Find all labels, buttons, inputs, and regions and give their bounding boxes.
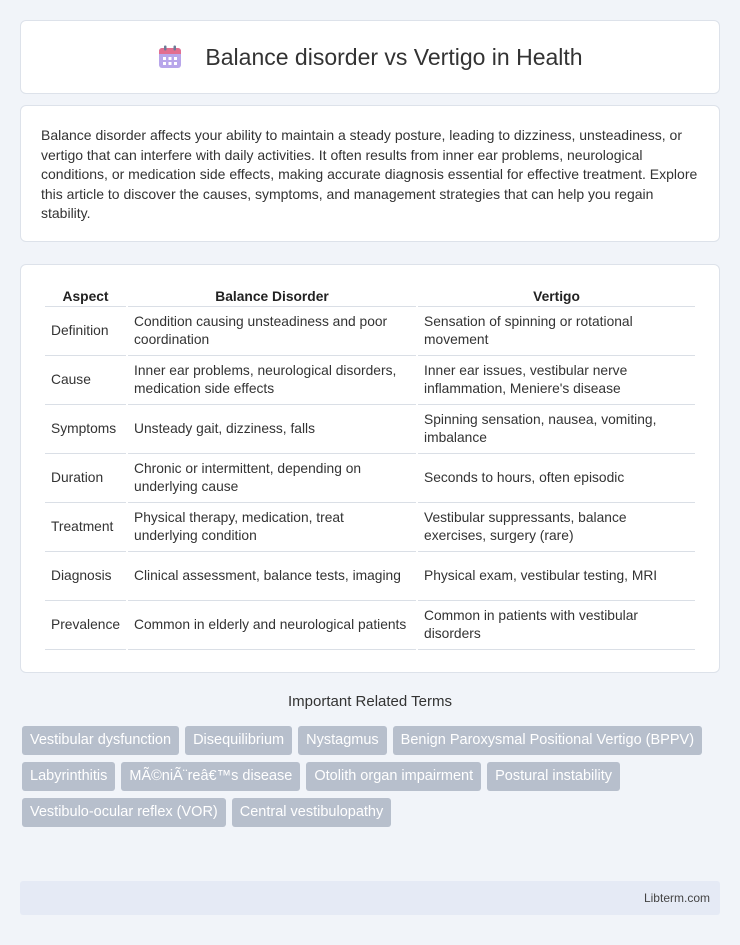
term-tag[interactable]: Disequilibrium [185, 726, 292, 755]
intro-card [20, 105, 720, 242]
term-tag[interactable]: Vestibular dysfunction [22, 726, 179, 755]
row-balance-disorder: Condition causing unsteadiness and poor coordination [128, 307, 416, 356]
header-aspect: Aspect [45, 285, 126, 307]
term-tag[interactable]: Benign Paroxysmal Positional Vertigo (BPPV) [393, 726, 702, 755]
row-vertigo: Common in patients with vestibular disorders [418, 601, 695, 650]
row-aspect: Prevalence [45, 601, 126, 650]
row-vertigo: Sensation of spinning or rotational movement [418, 307, 695, 356]
term-tag[interactable]: Labyrinthitis [22, 762, 115, 791]
comparison-table [43, 285, 697, 650]
row-aspect: Diagnosis [45, 552, 126, 601]
term-tag[interactable]: MÃ©niÃ¨reâ€™s disease [121, 762, 300, 791]
related-terms-title: Important Related Terms [288, 693, 452, 710]
related-terms-list [22, 726, 722, 834]
term-tag[interactable]: Nystagmus [298, 726, 387, 755]
table-header-row [45, 285, 695, 307]
term-tag[interactable]: Vestibulo-ocular reflex (VOR) [22, 798, 226, 827]
table-row [45, 601, 695, 650]
table-row [45, 405, 695, 454]
row-balance-disorder: Common in elderly and neurological patients [128, 601, 416, 650]
row-balance-disorder: Unsteady gait, dizziness, falls [128, 405, 416, 454]
calendar-icon [157, 44, 183, 70]
page-title: Balance disorder vs Vertigo in Health [205, 43, 583, 70]
footer-brand-link[interactable]: Libterm.com [643, 891, 710, 905]
row-balance-disorder: Physical therapy, medication, treat underlying condition [128, 503, 416, 552]
table-row [45, 503, 695, 552]
row-aspect: Duration [45, 454, 126, 503]
row-aspect: Definition [45, 307, 126, 356]
row-aspect: Symptoms [45, 405, 126, 454]
row-aspect: Treatment [45, 503, 126, 552]
header-vertigo: Vertigo [418, 285, 695, 307]
footer [20, 881, 720, 915]
header-card [20, 20, 720, 94]
table-row [45, 356, 695, 405]
term-tag[interactable]: Postural instability [487, 762, 620, 791]
row-balance-disorder: Clinical assessment, balance tests, imaging [128, 552, 416, 601]
row-vertigo: Seconds to hours, often episodic [418, 454, 695, 503]
row-vertigo: Vestibular suppressants, balance exercises, surgery (rare) [418, 503, 695, 552]
table-row [45, 552, 695, 601]
term-tag[interactable]: Otolith organ impairment [306, 762, 481, 791]
table-row [45, 454, 695, 503]
term-tag[interactable]: Central vestibulopathy [232, 798, 391, 827]
header-inner [157, 44, 582, 71]
row-vertigo: Inner ear issues, vestibular nerve inflammation, Meniere's disease [418, 356, 695, 405]
intro-text: Balance disorder affects your ability to maintain a steady posture, leading to dizziness, unsteadiness, or vertigo that can interfere with daily activities. It often results from inner ear problems, neurological conditions, or medication side effects, making accurate diagnosis essential for effective treatment. Explore this article to discover the causes, symptoms, and management strategies that can help you regain stability. [41, 127, 698, 221]
row-aspect: Cause [45, 356, 126, 405]
comparison-table-card [20, 264, 720, 673]
table-row [45, 307, 695, 356]
row-vertigo: Spinning sensation, nausea, vomiting, imbalance [418, 405, 695, 454]
row-balance-disorder: Inner ear problems, neurological disorders, medication side effects [128, 356, 416, 405]
header-balance-disorder: Balance Disorder [128, 285, 416, 307]
row-balance-disorder: Chronic or intermittent, depending on underlying cause [128, 454, 416, 503]
row-vertigo: Physical exam, vestibular testing, MRI [418, 552, 695, 601]
